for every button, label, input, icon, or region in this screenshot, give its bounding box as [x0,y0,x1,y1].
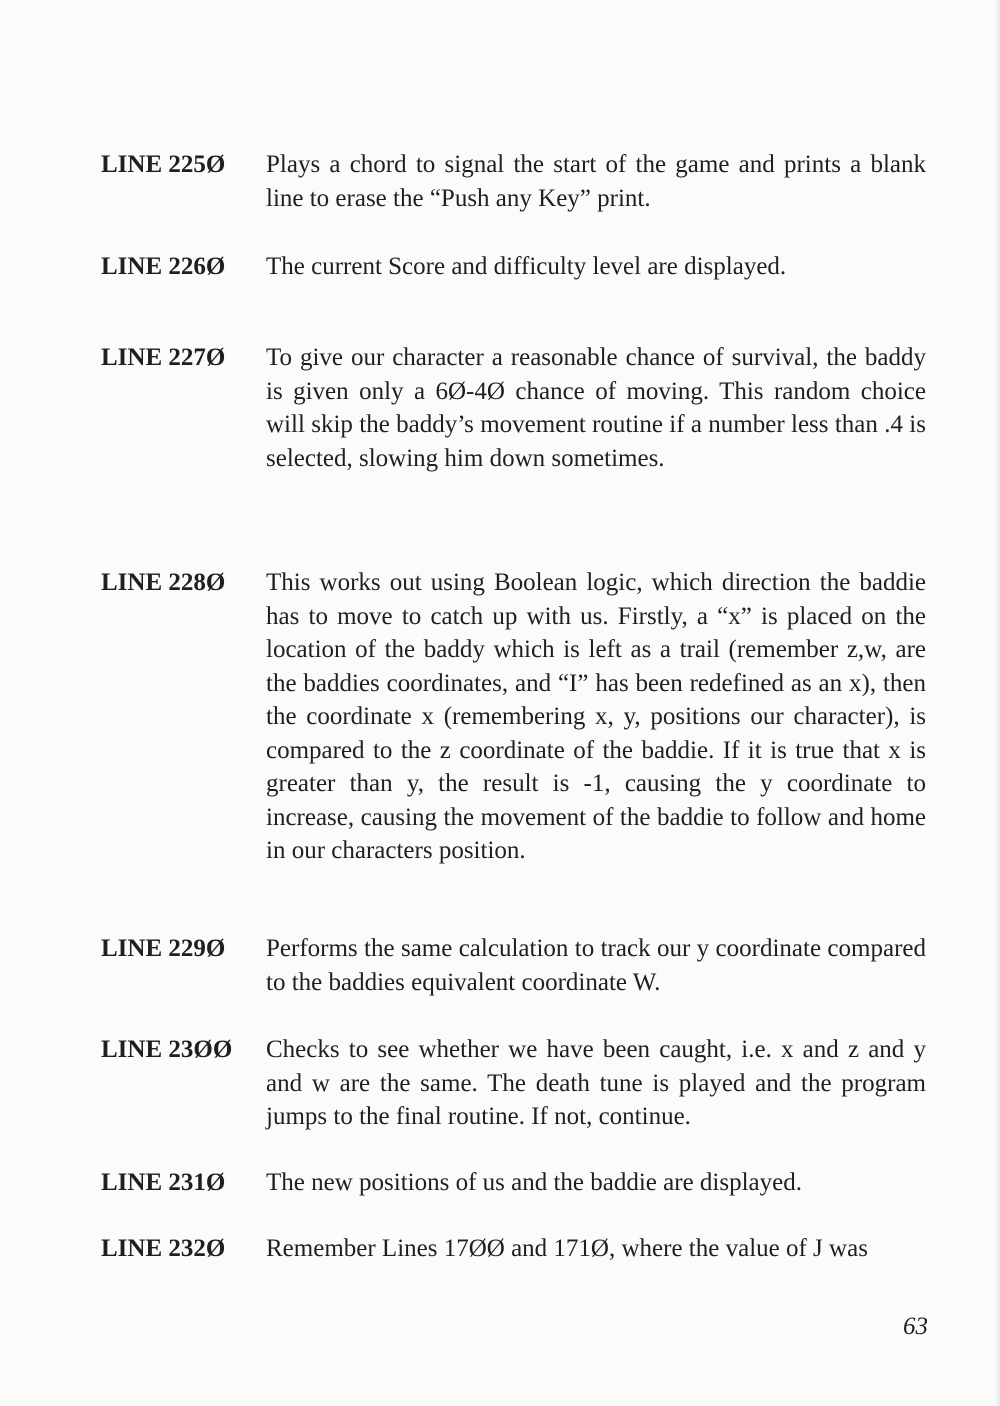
line-description: To give our character a reasonable chance of survival, the baddy is given only a 6Ø-4Ø chance of moving. This random choice will skip the baddy’s movement routine if a number less than .4 is selected, slowing him down sometimes. [266,344,926,472]
line-description: Performs the same calculation to track our y coordinate compared to the baddies equivalent coordinate W. [266,935,926,996]
line-description: Remember Lines 17ØØ and 171Ø, where the value of J was [266,1235,868,1262]
line-description: The current Score and difficulty level are displayed. [266,253,787,280]
line-label: LINE 229Ø [101,935,226,962]
line-description: The new positions of us and the baddie are displayed. [266,1169,802,1196]
line-label: LINE 228Ø [101,569,226,596]
line-label: LINE 227Ø [101,344,226,371]
line-description: Plays a chord to signal the start of the game and prints a blank line to erase the “Push any Key” print. [266,151,926,212]
line-label: LINE 226Ø [101,253,226,280]
line-label: LINE 225Ø [101,151,226,178]
line-description: Checks to see whether we have been caught, i.e. x and z and y and w are the same. The death tune is played and the program jumps to the final routine. If not, continue. [266,1036,926,1130]
page-number: 63 [903,1313,928,1340]
page-edge-shadow [995,0,1000,1406]
line-label: LINE 23ØØ [101,1036,233,1063]
line-label: LINE 232Ø [101,1235,226,1262]
line-description: This works out using Boolean logic, which direction the baddie has to move to catch up with us. Firstly, a “x” is placed on the location of the baddy which is left as a trail (remember z,w, are the baddies coordinates, and “I” has been redefined as an x), then the coordinate x (remembering x, y, positions our character), is compared to the z coordinate of the baddie. If it is true that x is greater than y, the result is -1, causing the y coordinate to increase, causing the movement of the baddie to follow and home in our characters position. [266,569,926,864]
line-label: LINE 231Ø [101,1169,226,1196]
